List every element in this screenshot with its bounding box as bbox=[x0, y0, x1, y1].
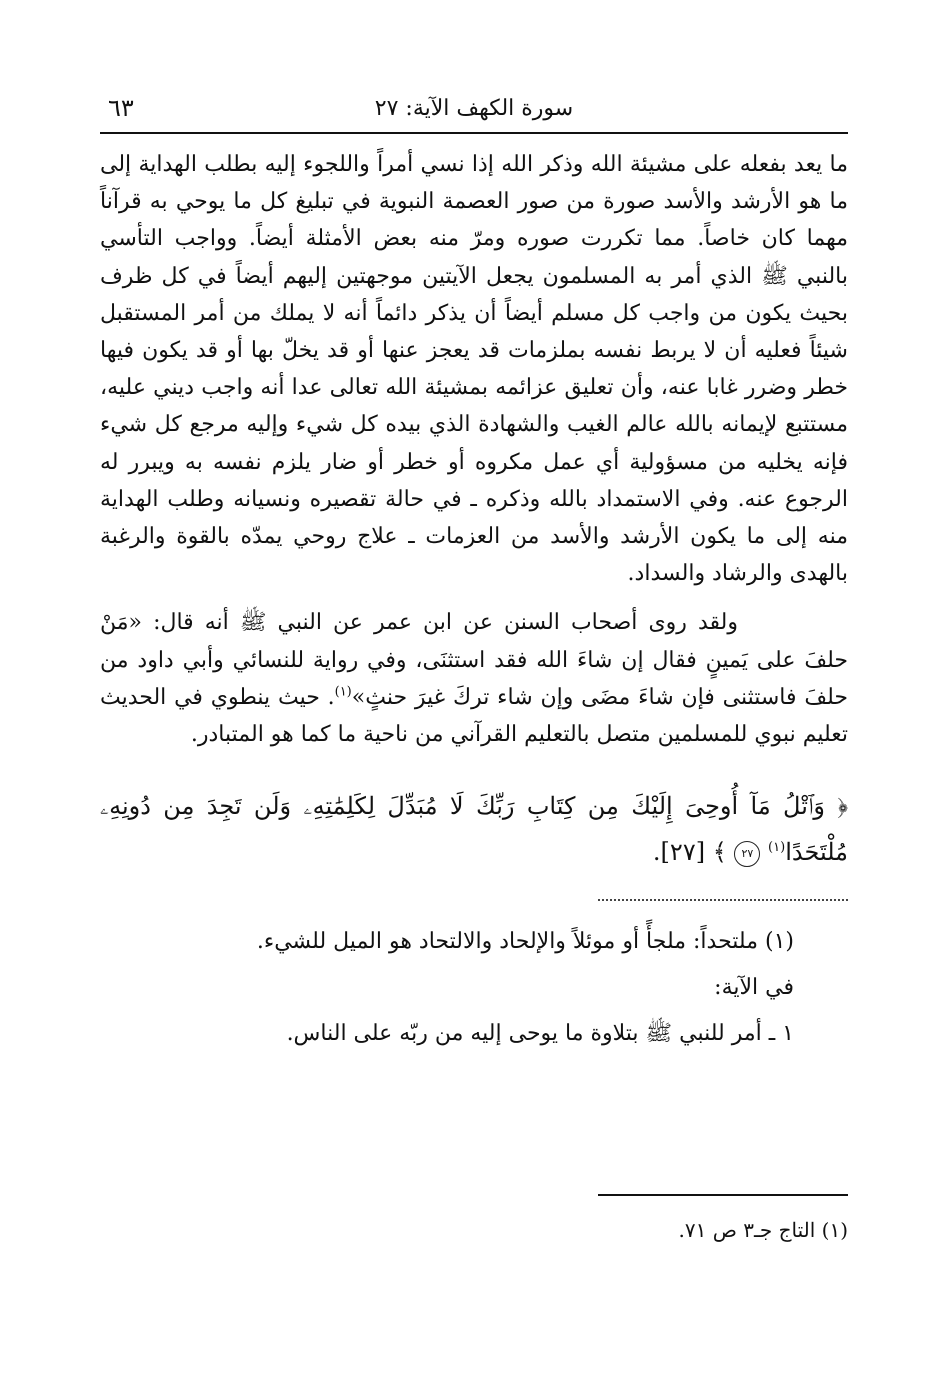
footnote: (١) التاج جـ٣ ص ٧١. bbox=[678, 1218, 848, 1242]
footnote-reference: (١) bbox=[334, 684, 352, 700]
notes-section bbox=[100, 919, 848, 1057]
verse-gloss-reference: (١) bbox=[768, 840, 786, 856]
dotted-separator bbox=[598, 899, 848, 901]
paragraph-2 bbox=[100, 604, 848, 753]
ayah-number-mark: ٢٧ bbox=[734, 841, 760, 867]
verse-close: ﴾ [٢٧]. bbox=[652, 838, 727, 867]
paragraph-1: ما يعد بفعله على مشيئة الله وذكر الله إذا نسي أمراً واللجوء إليه بطلب الهداية إلى ما هو الأرشد والأسد صورة من صور العصمة النبوية في تبليغ كل ما يوحي به قرآناً مهما كان خاصاً. مما تكررت صوره ومرّ منه بعض الأمثلة أيضاً. وواجب التأسي بالنبي ﷺ الذي أمر به المسلمون يجعل الآيتين موجهتين إليهم أيضاً في كل ظرف بحيث يكون من واجب كل مسلم أيضاً أن يذكر دائماً أنه لا يملك من أمر المستقبل شيئاً فعليه أن لا يربط نفسه بملزمات قد يعجز عنها أو قد يخلّ بها أو قد يكون فيها خطر وضرر غابا عنه، وأن تعليق عزائمه بمشيئة الله تعالى عدا أنه واجب ديني عليه، مستتبع لإيمانه بالله عالم الغيب والشهادة الذي بيده كل شيء وإليه مرجع كل شيء فإنه يخليه من مسؤولية أي عمل مكروه أو خطر أو ضار يلزم نفسه به ويبرر له الرجوع عنه. وفي الاستمداد بالله وذكره ـ في حالة تقصيره ونسيانه وطلب الهداية منه إلى ما يكون الأرشد والأسد من العزمات ـ علاج روحي يمدّه بالقوة والرغبة بالهدى والرشاد والسداد. bbox=[100, 152, 848, 587]
verse-text: ﴿ وَٱتْلُ مَآ أُوحِىَ إِلَيْكَ مِن كِتَابِ رَبِّكَ لَا مُبَدِّلَ لِكَلِمَٰتِهِۦ وَلَن تَجِدَ مِن دُونِهِۦ مُلْتَحَدًا bbox=[100, 792, 848, 867]
book-page bbox=[100, 90, 848, 1242]
notes-heading: في الآية: bbox=[714, 975, 794, 1001]
note-item-1: ١ ـ أمر للنبي ﷺ بتلاوة ما يوحى إليه من ربّه على الناس. bbox=[286, 1021, 794, 1047]
footnote-rule bbox=[598, 1194, 848, 1196]
page-header bbox=[100, 90, 848, 134]
gloss-note: (١) ملتحداً: ملجأً أو موئلاً والإلحاد والالتحاد هو الميل للشيء. bbox=[256, 929, 794, 955]
paragraph-2-text-a: ولقد روى أصحاب السنن عن ابن عمر عن النبي ﷺ أنه قال: «مَنْ حلفَ على يَمينٍ فقال إن شاءَ الله فقد استثنَى، وفي رواية للنسائي وأبي داود من حلفَ فاستثنى فإن شاءَ مضَى وإن شاء تركَ غيرَ حنثٍ» bbox=[100, 610, 848, 710]
paragraph-2-text-b: . حيث ينطوي في الحديث تعليم نبوي للمسلمين متصل بالتعليم القرآني من ناحية ما كما هو المتبادر. bbox=[100, 684, 848, 748]
running-title: سورة الكهف الآية: ٢٧ bbox=[374, 96, 574, 121]
quran-verse bbox=[100, 783, 848, 875]
page-number: ٦٣ bbox=[108, 94, 134, 122]
